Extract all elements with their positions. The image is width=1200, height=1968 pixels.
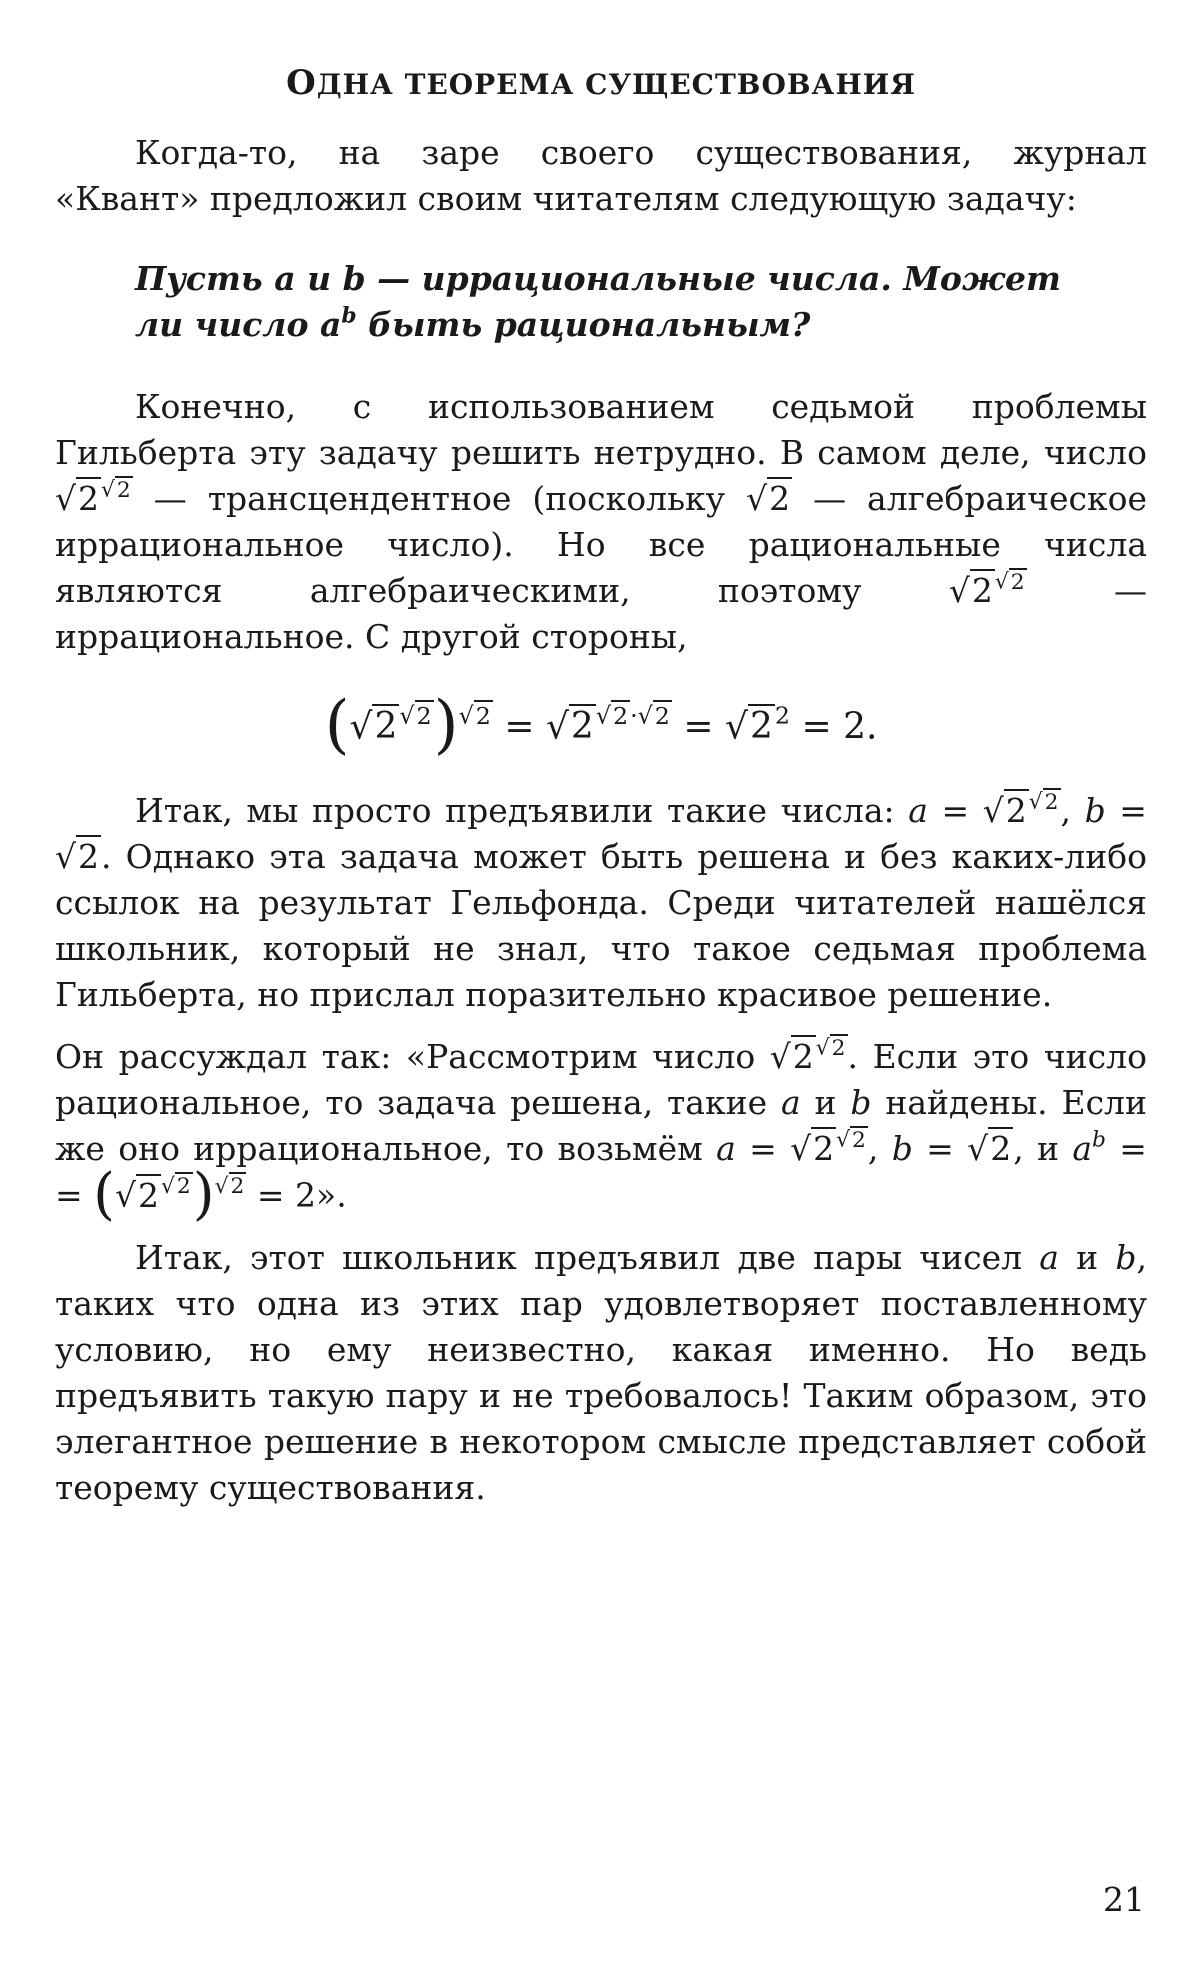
- intro-paragraph: Когда-то, на заре своего существования, журнал «Квант» предложил своим читателям следующую задачу:: [55, 133, 1147, 218]
- paragraph-student: Итак, мы просто предъявили такие числа: $a = √2^{√2}$, b = √2. Однако эта задача может быть решена и без каких-либо ссылок на результат Гельфонда. Среди читателей нашёлся школьник, который не знал, что такое седьмая проблема Гильберта, но прислал поразительно красивое решение.: [55, 789, 1147, 1015]
- expr-sqrt2-pow-sqrt2-b: $√2^{√2}$: [948, 569, 1025, 610]
- problem-text-3: быть рациональным?: [368, 305, 811, 344]
- text-column: [55, 60, 1147, 1511]
- p2-text-7: = 2».: [256, 1175, 347, 1215]
- paragraph-hilbert: [55, 384, 1147, 660]
- p3-text-1: Итак, этот школьник предъявил две пары чисел: [135, 1237, 1023, 1277]
- problem-text-2: — иррациональные числа. Может ли число: [135, 259, 1061, 344]
- p2-text-3: Он рассуждал так: «Рассмотрим число: [55, 1037, 756, 1077]
- title-rest: ДНА ТЕОРЕМА СУЩЕСТВОВАНИЯ: [316, 68, 916, 101]
- var-a-power-b: $a^b$: [319, 303, 357, 344]
- p1-text-2: — трансцендентное (поскольку: [153, 479, 726, 518]
- expr-sqrt2: √2: [746, 479, 791, 518]
- p2-text-4: . Если это число рациональное, то задача решена, такие: [55, 1037, 1147, 1123]
- p2-text-1: Итак, мы просто предъявили такие числа:: [135, 791, 895, 831]
- problem-text-1: Пусть: [135, 259, 263, 298]
- var-b: b: [342, 259, 366, 298]
- problem-and: и: [307, 259, 332, 298]
- paragraph-conclusion: Итак, этот школьник предъявил две пары чисел a и b, таких что одна из этих пар удовлетворяет поставленному условию, но ему неизвестно, какая именно. Но ведь предъявить такую пару и не требовалось! Таким образом, это элегантное решение в некотором смысле представляет собой теорему существования.: [55, 1237, 1147, 1507]
- p2-text-5: найдены. Если же оно иррациональное, то возьмём: [55, 1083, 1148, 1169]
- p1-text-3: — алгебраическое иррациональное число). Но все рациональные числа являются алгебраическими, поэтому: [55, 479, 1148, 610]
- problem-statement: [135, 256, 1075, 348]
- p1-text-1: Конечно, с использованием седьмой проблемы Гильберта эту задачу решить нетрудно. В самом деле, число: [55, 387, 1147, 472]
- title-initial: О: [286, 63, 317, 103]
- p1-text-4: — иррациональное. С другой стороны,: [55, 571, 1147, 656]
- p3-text-2: , таких что одна из этих пар удовлетворяет поставленному условию, но ему неизвестно, какая именно. Но ведь предъявить такую пару и не требовалось! Таким образом, это элегантное решение в некотором смысле представляет собой теорему существования.: [55, 1237, 1147, 1507]
- paragraph-reasoning: Он рассуждал так: «Рассмотрим число $√2^{√2}$. Если это число рациональное, то задача решена, такие a и b найдены. Если же оно иррациональное, то возьмём $a = √2^{√2}$, b = √2, и $a^b$ = = $(√2^{√2})^{√2} = 2$».: [55, 1035, 1148, 1228]
- expr-sqrt2-pow-sqrt2: $√2^{√2}$: [55, 477, 131, 518]
- var-a: a: [274, 259, 296, 298]
- p2-text-2: . Однако эта задача может быть решена и без каких-либо ссылок на результат Гельфонда. Среди читателей нашёлся школьник, который не знал, что такое седьмая проблема Гильберта, но прислал поразительно красивое решение.: [55, 837, 1147, 1015]
- display-equation: $(√2^{√2})^{√2} = √2^{√2\cdot√2} = √2^2 = 2$.: [324, 688, 878, 762]
- page-number: 21: [1103, 1880, 1145, 1919]
- section-title: [55, 60, 1147, 108]
